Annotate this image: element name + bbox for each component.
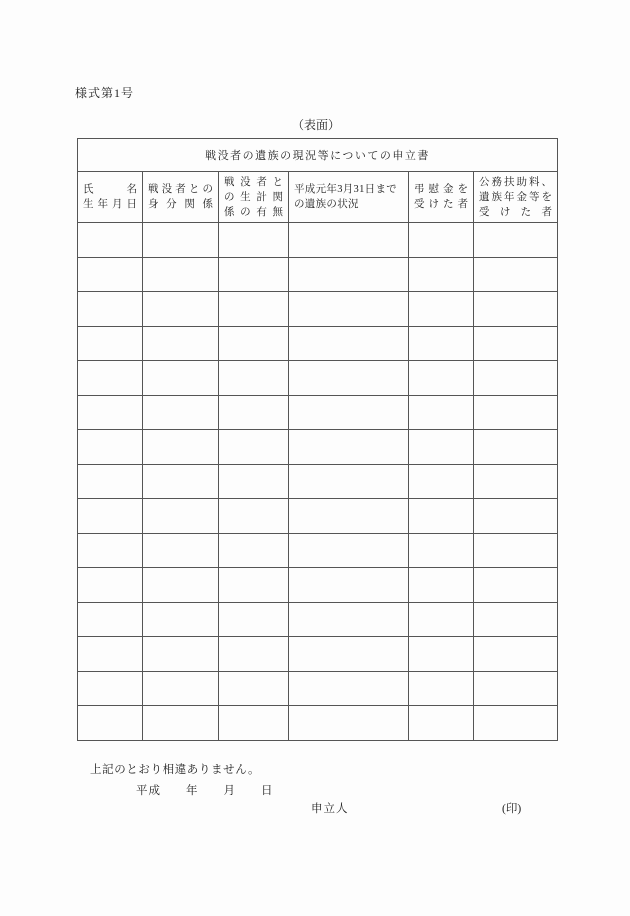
header-line: 受けた者 <box>414 199 468 210</box>
empty-cell <box>143 395 219 430</box>
empty-cell <box>289 430 409 465</box>
empty-cell <box>409 292 474 327</box>
table-row <box>78 430 558 465</box>
empty-cell <box>474 568 558 603</box>
empty-cell <box>289 499 409 534</box>
table-title-row <box>78 139 558 172</box>
empty-cell <box>143 637 219 672</box>
table-row <box>78 223 558 258</box>
table-header-row <box>78 172 558 223</box>
col-header-name-birthdate <box>78 172 143 223</box>
empty-cell <box>143 533 219 568</box>
empty-cell <box>78 637 143 672</box>
header-line: 遺族年金等を <box>479 191 553 203</box>
table-row <box>78 395 558 430</box>
empty-cell <box>219 533 289 568</box>
empty-cell <box>78 257 143 292</box>
table-body <box>78 223 558 741</box>
empty-cell <box>78 326 143 361</box>
empty-cell <box>409 706 474 741</box>
empty-cell <box>78 533 143 568</box>
table-row <box>78 671 558 706</box>
empty-cell <box>78 464 143 499</box>
empty-cell <box>143 361 219 396</box>
empty-cell <box>143 568 219 603</box>
header-line: 係の有無 <box>224 206 283 218</box>
form-number-label: 様式第1号 <box>75 86 135 100</box>
empty-cell <box>409 464 474 499</box>
header-line: 弔慰金を <box>414 184 468 195</box>
empty-cell <box>289 706 409 741</box>
declaration-table <box>77 138 558 741</box>
empty-cell <box>409 533 474 568</box>
empty-cell <box>409 430 474 465</box>
table-row <box>78 499 558 534</box>
header-line: 戦没者と <box>224 176 283 188</box>
col-header-condolence-money <box>409 172 474 223</box>
empty-cell <box>289 602 409 637</box>
empty-cell <box>474 257 558 292</box>
empty-cell <box>474 464 558 499</box>
empty-cell <box>289 292 409 327</box>
table-row <box>78 637 558 672</box>
table-row <box>78 568 558 603</box>
empty-cell <box>143 223 219 258</box>
table-title: 戦没者の遺族の現況等についての申立書 <box>78 139 558 172</box>
header-line: 公務扶助料、 <box>479 176 553 188</box>
table-row <box>78 326 558 361</box>
table-row <box>78 533 558 568</box>
empty-cell <box>219 430 289 465</box>
empty-cell <box>474 671 558 706</box>
empty-cell <box>78 361 143 396</box>
empty-cell <box>474 706 558 741</box>
empty-cell <box>78 706 143 741</box>
header-line: 生年月日 <box>83 199 137 210</box>
empty-cell <box>143 602 219 637</box>
empty-cell <box>289 464 409 499</box>
empty-cell <box>78 395 143 430</box>
header-line: 身分関係 <box>148 199 213 210</box>
table-row <box>78 706 558 741</box>
empty-cell <box>143 292 219 327</box>
empty-cell <box>289 326 409 361</box>
empty-cell <box>143 464 219 499</box>
table-row <box>78 361 558 396</box>
empty-cell <box>474 499 558 534</box>
col-header-family-status <box>289 172 409 223</box>
header-line: 平成元年3月31日まで <box>294 184 398 195</box>
empty-cell <box>219 671 289 706</box>
empty-cell <box>474 223 558 258</box>
empty-cell <box>289 568 409 603</box>
empty-cell <box>474 430 558 465</box>
header-line: の遺族の状況 <box>294 199 359 210</box>
empty-cell <box>219 464 289 499</box>
empty-cell <box>219 326 289 361</box>
table-row <box>78 257 558 292</box>
empty-cell <box>219 257 289 292</box>
col-header-livelihood <box>219 172 289 223</box>
empty-cell <box>219 568 289 603</box>
empty-cell <box>409 499 474 534</box>
empty-cell <box>219 637 289 672</box>
empty-cell <box>78 430 143 465</box>
empty-cell <box>289 533 409 568</box>
empty-cell <box>78 223 143 258</box>
empty-cell <box>409 602 474 637</box>
empty-cell <box>143 326 219 361</box>
declarant-label: 申立人 <box>311 803 349 815</box>
header-line: 受けた者 <box>479 206 553 218</box>
empty-cell <box>219 223 289 258</box>
empty-cell <box>219 395 289 430</box>
empty-cell <box>474 637 558 672</box>
seal-placeholder: (印) <box>502 803 522 815</box>
empty-cell <box>289 361 409 396</box>
empty-cell <box>409 257 474 292</box>
header-line: 戦没者との <box>148 184 213 195</box>
table-row <box>78 464 558 499</box>
empty-cell <box>474 326 558 361</box>
empty-cell <box>409 361 474 396</box>
empty-cell <box>143 706 219 741</box>
empty-cell <box>143 430 219 465</box>
empty-cell <box>474 361 558 396</box>
empty-cell <box>289 637 409 672</box>
date-line: 平成 年 月 日 <box>136 785 274 797</box>
empty-cell <box>143 671 219 706</box>
empty-cell <box>409 395 474 430</box>
empty-cell <box>409 326 474 361</box>
empty-cell <box>219 602 289 637</box>
empty-cell <box>409 223 474 258</box>
empty-cell <box>289 395 409 430</box>
empty-cell <box>219 292 289 327</box>
col-header-relation <box>143 172 219 223</box>
empty-cell <box>474 395 558 430</box>
confirmation-statement: 上記のとおり相違ありません。 <box>90 764 261 776</box>
empty-cell <box>474 292 558 327</box>
empty-cell <box>78 292 143 327</box>
empty-cell <box>219 499 289 534</box>
empty-cell <box>474 533 558 568</box>
empty-cell <box>78 568 143 603</box>
front-side-label: （表面） <box>292 118 341 132</box>
header-line: 氏名 <box>83 184 137 195</box>
col-header-pension <box>474 172 558 223</box>
empty-cell <box>78 499 143 534</box>
empty-cell <box>219 706 289 741</box>
empty-cell <box>143 257 219 292</box>
table-row <box>78 602 558 637</box>
header-line: の生計関 <box>224 191 283 203</box>
empty-cell <box>78 602 143 637</box>
empty-cell <box>409 671 474 706</box>
table-row <box>78 292 558 327</box>
empty-cell <box>474 602 558 637</box>
empty-cell <box>289 257 409 292</box>
empty-cell <box>78 671 143 706</box>
empty-cell <box>143 499 219 534</box>
empty-cell <box>409 568 474 603</box>
empty-cell <box>289 223 409 258</box>
empty-cell <box>219 361 289 396</box>
empty-cell <box>289 671 409 706</box>
empty-cell <box>409 637 474 672</box>
